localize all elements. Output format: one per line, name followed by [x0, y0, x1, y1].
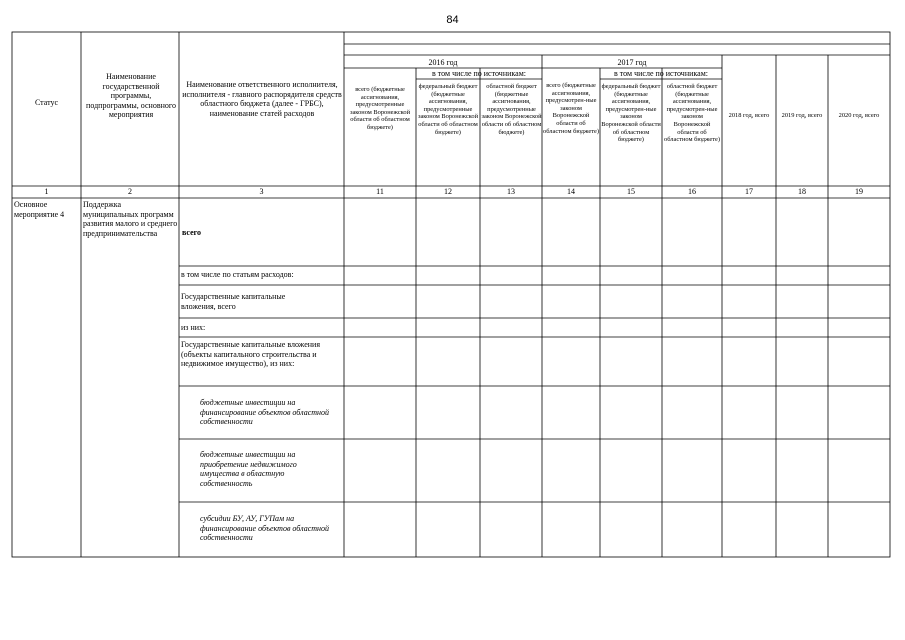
- header-2020: 2020 год, всего: [838, 112, 880, 119]
- header-year-2017: 2017 год: [617, 58, 647, 67]
- column-number: 15: [627, 187, 635, 196]
- header-federal-2016: федеральный бюджет (бюджетные ассигнования, предусмотренные законом Воронежской области об областном бюджете): [417, 83, 479, 136]
- row-label-capital-investments-total: Государственные капитальные вложения, всего: [181, 292, 286, 311]
- row-label-capital-construction: Государственные капитальные вложения (объекты капитального строительства и недвижимое имущество), из них:: [181, 340, 321, 368]
- row-label-budget-investments-real-estate: бюджетные инвестиции на приобретение недвижимого имущества в областную собственность: [200, 450, 297, 488]
- column-number: 19: [855, 187, 863, 196]
- row-label-of-them: из них:: [181, 323, 206, 332]
- header-regional-2017: областной бюджет (бюджетные ассигнования, предусмотрен-ные законом Воронежской области об областном бюджете): [664, 83, 720, 144]
- page-number: 84: [446, 14, 459, 26]
- row-program-name: Поддержка муниципальных программ развития малого и среднего предпринимательства: [83, 200, 178, 238]
- row-label-total: всего: [182, 228, 202, 237]
- header-total-2016: всего (бюджетные ассигнования, предусмотренные законом Воронежской области об областном бюджете): [349, 86, 411, 131]
- header-including-sources-2016: в том числе по источникам:: [432, 69, 526, 78]
- column-number: 16: [688, 187, 696, 196]
- header-regional-2016: областной бюджет (бюджетные ассигнования, предусмотренные законом Воронежской области об областном бюджете): [481, 83, 542, 136]
- row-label-budget-investments-regional: бюджетные инвестиции на финансирование объектов областной собственности: [200, 398, 330, 426]
- header-total-2017: всего (бюджетные ассигнования, предусмотрен-ные законом Воронежской области об областном бюджете): [543, 82, 599, 135]
- header-2018: 2018 год, всего: [728, 112, 770, 119]
- row-label-subsidies: субсидии БУ, АУ, ГУПам на финансирование объектов областной собственности: [200, 514, 330, 542]
- column-number: 17: [745, 187, 753, 196]
- column-number: 14: [567, 187, 575, 196]
- column-number: 12: [444, 187, 452, 196]
- header-executor-name: Наименование ответственного исполнителя, исполнителя - главного распорядителя средств областного бюджета (далее - ГРБС), наименование статей расходов: [182, 80, 342, 118]
- column-number: 11: [376, 187, 384, 196]
- column-number: 18: [798, 187, 806, 196]
- row-label-by-expense-items: в том числе по статьям расходов:: [181, 270, 294, 279]
- header-including-sources-2017: в том числе по источникам:: [614, 69, 708, 78]
- row-status: Основное мероприятие 4: [14, 200, 65, 219]
- header-2019: 2019 год, всего: [781, 112, 823, 119]
- header-program-name: Наименование государственной программы, подпрограммы, основного мероприятия: [86, 72, 176, 119]
- header-year-2016: 2016 год: [428, 58, 458, 67]
- column-number: 13: [507, 187, 515, 196]
- column-number: 1: [44, 187, 49, 196]
- column-number: 3: [259, 187, 264, 196]
- header-status: Статус: [34, 98, 59, 107]
- header-federal-2017: федеральный бюджет (бюджетные ассигнования, предусмотрен-ные законом Воронежской области об областном бюджете): [601, 83, 661, 144]
- column-number: 2: [128, 187, 132, 196]
